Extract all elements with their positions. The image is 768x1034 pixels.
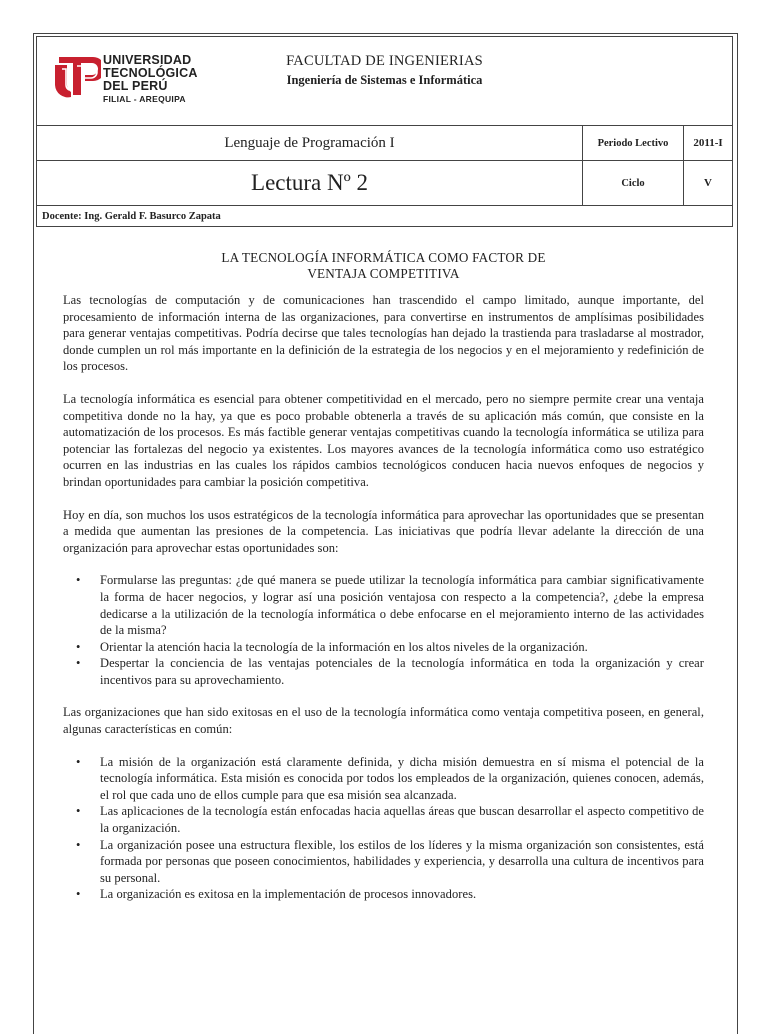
course-name: Lenguaje de Programación I <box>37 126 583 161</box>
cycle-label: Ciclo <box>583 161 684 206</box>
list-item <box>76 886 704 903</box>
list-item <box>76 803 704 836</box>
paragraph: Hoy en día, son muchos los usos estratégicos de la tecnología informática para aprovechar las oportunidades que se presentan a medida que aumentan las presiones de la competencia. Las iniciativas que podría llevar adelante la dirección de una organización para aprovechar estas oportunidades son: <box>63 507 704 555</box>
cycle-value: V <box>684 161 733 206</box>
header-table <box>36 36 733 227</box>
university-branch: FILIAL - AREQUIPA <box>103 94 186 104</box>
list-item-text: Despertar la conciencia de las ventajas potenciales de la tecnología informática en toda la organización y crear incentivos para su aprovechamiento. <box>100 656 704 687</box>
list-item-text: La misión de la organización está claramente definida, y dicha misión demuestra en sí misma el potencial de la tecnología informática. Esta misión es conocida por todos los empleados de la organización, quienes conocen, además, el rol que cada uno de ellos cumple para que esa misión sea alcanzada. <box>100 754 704 802</box>
list-item-text: La organización es exitosa en la implementación de procesos innovadores. <box>100 887 477 902</box>
bullet-icon: • <box>76 754 81 769</box>
period-value: 2011-I <box>684 126 733 161</box>
paragraph: La tecnología informática es esencial para obtener competitividad en el mercado, pero no siempre permite crear una ventaja competitiva donde no la hay, ya que es poco probable obtenerla a través de su aplicación más común, que consiste en la automatización de los procesos. Es más factible generar ventajas competitivas cuando la tecnología informática se utiliza para potenciar las fortalezas del negocio ya existentes. Los mayores avances de la tecnología informática como uso estratégico ocurren en las industrias en las cuales los rápidos cambios tecnológicos conducen hacia nuevos enfoques de negocios y brindan oportunidades para cambiar la posición competitiva. <box>63 391 704 489</box>
list-item <box>76 655 704 688</box>
paragraph: Las organizaciones que han sido exitosas en el uso de la tecnología informática como ventaja competitiva poseen, en general, algunas características en común: <box>63 705 704 737</box>
faculty-block <box>37 53 732 88</box>
document-body <box>63 250 704 919</box>
header-logo-row <box>37 37 733 126</box>
bullet-icon: • <box>76 573 81 588</box>
list-item <box>76 754 704 804</box>
list-item <box>76 572 704 638</box>
list-item-text: Orientar la atención hacia la tecnología de la información en los altos niveles de la organización. <box>100 639 588 654</box>
initiatives-list <box>63 572 704 688</box>
bullet-icon: • <box>76 639 81 654</box>
list-item-text: La organización posee una estructura flexible, los estilos de los líderes y la misma organización son consistentes, está formada por personas que poseen conocimientos, habilidades y experiencia, y desarrolla una cultura de incentivos para su personal. <box>100 837 704 885</box>
document-title-line-2: VENTAJA COMPETITIVA <box>307 266 460 281</box>
characteristics-list <box>63 754 704 903</box>
document-title-line-1: LA TECNOLOGÍA INFORMÁTICA COMO FACTOR DE <box>221 250 546 265</box>
list-item <box>76 837 704 887</box>
document-title <box>63 250 704 282</box>
period-label: Periodo Lectivo <box>583 126 684 161</box>
bullet-icon: • <box>76 804 81 819</box>
list-item-text: Formularse las preguntas: ¿de qué manera se puede utilizar la tecnología informática para cambiar significativamente la forma de hacer negocios, y lograr así una posición ventajosa con respecto a la competencia?, ¿debe la empresa dedicarse a la utilización de la tecnología informática o debe enfocarse en el mejoramiento interno de las actividades de la misma? <box>100 573 704 638</box>
teacher-name: Docente: Ing. Gerald F. Basurco Zapata <box>37 206 733 227</box>
lecture-title: Lectura Nº 2 <box>37 161 583 206</box>
list-item <box>76 639 704 656</box>
bullet-icon: • <box>76 887 81 902</box>
faculty-name: FACULTAD DE INGENIERIAS <box>286 53 483 69</box>
paragraph: Las tecnologías de computación y de comunicaciones han trascendido el campo limitado, aunque importante, del procesamiento de información interna de las organizaciones, para convertirse en instrumentos de amplísimas posibilidades para generar ventajas competitivas. Podría decirse que tales tecnologías han dejado la trastienda para trasladarse al mostrador, donde cumplen un rol más importante en la definición de la estrategia de los negocios y en el mejoramiento y redefinición de los procesos. <box>63 293 704 374</box>
university-line-1: UNIVERSIDAD <box>103 53 192 67</box>
university-line-2: TECNOLÓGICA <box>103 66 198 80</box>
school-name: Ingeniería de Sistemas e Informática <box>286 73 483 87</box>
bullet-icon: • <box>76 656 81 671</box>
bullet-icon: • <box>76 837 81 852</box>
university-line-3: DEL PERÚ <box>103 79 168 93</box>
list-item-text: Las aplicaciones de la tecnología están enfocadas hacia aquellas áreas que buscan desarrollar el aspecto competitivo de la organización. <box>100 804 704 836</box>
